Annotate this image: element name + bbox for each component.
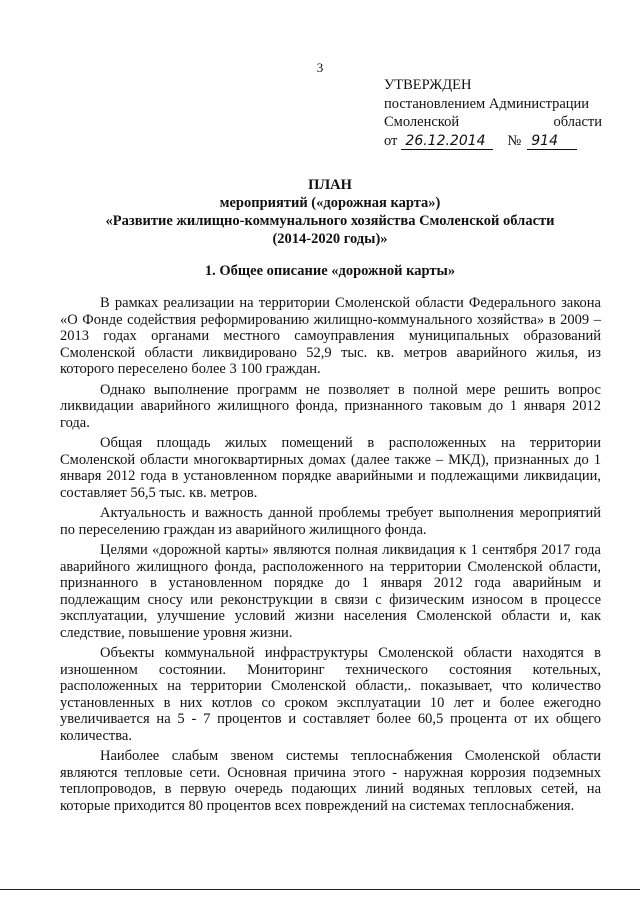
paragraph: Однако выполнение программ не позволяет в полной мере решить вопрос ликвидации аварийного жилищного фонда, признанного таковым до 1 января 2012 года. <box>60 381 601 431</box>
plan-years: (2014-2020 годы)» <box>272 231 388 247</box>
approval-oblast-word: области <box>553 114 602 130</box>
paragraph: Наиболее слабым звеном системы теплоснабжения Смоленской области являются тепловые сети. Основная причина этого - наружная коррозия подземных теплопроводов, в первую очередь подающих линий водяных тепловых сетей, на которые приходится 80 процентов всех повреждений на системах теплоснабжения. <box>60 748 601 814</box>
paragraph: Целями «дорожной карты» являются полная ликвидация к 1 сентября 2017 года аварийного жилищного фонда, расположенного на территории Смоленской области, признанного в установленном порядке до 1 января 2012 года аварийным и подлежащим сносу или реконструкции в связи с физическим износом в процессе эксплуатации, улучшение условий жизни населения Смоленской области и, как следствие, повышение уровня жизни. <box>60 542 601 641</box>
handwritten-number: 914 <box>527 133 577 150</box>
paragraph: Объекты коммунальной инфраструктуры Смоленской области находятся в изношенном состоянии. Мониторинг технического состояния котельных, расположенных на территории Смоленской области,. показывает, что количество установленных в них котлов со сроком эксплуатации 10 лет и более ежегодно увеличивается на 5 - 7 процентов и составляет более 60,5 процента от их общего количества. <box>60 645 601 744</box>
approval-title: УТВЕРЖДЕН <box>384 77 472 93</box>
paragraph: Общая площадь жилых помещений в расположенных на территории Смоленской области многоквартирных домах (далее также – МКД), признанных до 1 января 2012 года в установленном порядке аварийными и подлежащими ликвидации, составляет 56,5 тыс. кв. метров. <box>60 435 601 501</box>
from-label: от <box>384 132 398 149</box>
paragraph: Актуальность и важность данной проблемы требует выполнения мероприятий по переселению граждан из аварийного жилищного фонда. <box>60 505 601 538</box>
approval-date-number-row <box>384 132 602 151</box>
footer-rule <box>0 889 640 890</box>
number-sign: № <box>507 132 522 149</box>
handwritten-date: 26.12.2014 <box>401 133 493 150</box>
plan-title: ПЛАН <box>308 177 352 193</box>
plan-program-name: «Развитие жилищно-коммунального хозяйства Смоленской области <box>105 213 555 229</box>
body-text <box>60 295 601 818</box>
page-number: 3 <box>316 60 324 75</box>
approval-block <box>384 76 602 150</box>
section-heading: 1. Общее описание «дорожной карты» <box>204 263 456 279</box>
approval-line-2 <box>384 113 602 132</box>
approval-region-word: Смоленской <box>384 114 460 130</box>
paragraph: В рамках реализации на территории Смоленской области Федерального закона «О Фонде содействия реформированию жилищно-коммунального хозяйства» в 2009 – 2013 годах органами местного самоуправления муниципальных образований Смоленской области ликвидировано 52,9 тыс. кв. метров аварийного жилья, из которого переселено более 3 100 граждан. <box>60 295 601 377</box>
plan-subtitle: мероприятий («дорожная карта») <box>219 195 441 211</box>
approval-line-1: постановлением Администрации <box>384 95 590 112</box>
